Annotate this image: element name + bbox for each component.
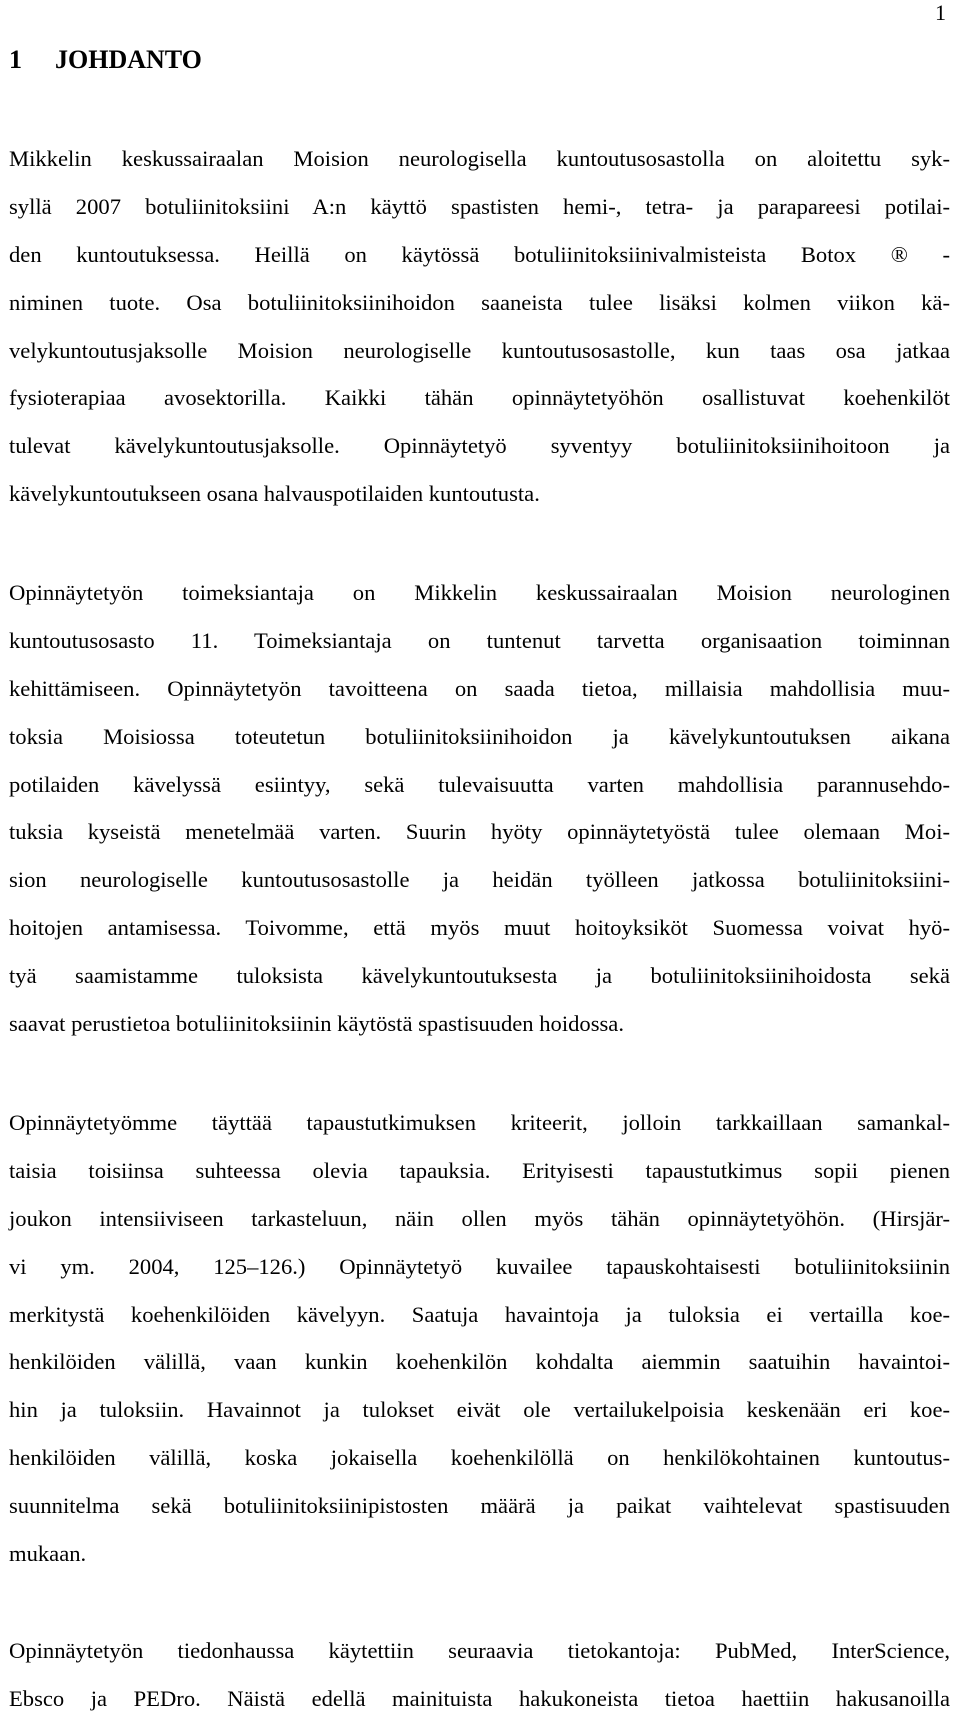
chapter-heading: [9, 47, 202, 73]
page-number: 1: [935, 0, 946, 25]
paragraph-commissioner: [9, 569, 950, 1048]
heading-title: JOHDANTO: [55, 45, 202, 74]
text-line: taisia toisiinsa suhteessa olevia tapauksia. Erityisesti tapaustutkimus sopii pienen: [9, 1157, 950, 1183]
text-line: saavat perustietoa botuliinitoksiinin käytöstä spastisuuden hoidossa.: [9, 1011, 624, 1037]
text-line: Opinnäytetyömme täyttää tapaustutkimuksen kriteerit, jolloin tarkkaillaan samankal-: [9, 1110, 950, 1135]
paragraph-case-study: [9, 1099, 950, 1578]
paragraph-introduction: [9, 135, 950, 518]
text-line: tuksia kyseistä menetelmää varten. Suurin hyöty opinnäytetyöstä tulee olemaan Moi-: [9, 819, 950, 845]
text-line: kuntoutusosasto 11. Toimeksiantaja on tuntenut tarvetta organisaation toiminnan: [9, 627, 950, 653]
paragraph-information-search: [9, 1627, 950, 1723]
text-line: toksia Moisiossa toteutetun botuliinitoksiinihoidon ja kävelykuntoutuksen aikana: [9, 723, 950, 749]
text-line: syllä 2007 botuliinitoksiini A:n käyttö spastisten hemi-, tetra- ja parapareesi potilai-: [9, 193, 950, 219]
text-line: hoitojen antamisessa. Toivomme, että myös muut hoitoyksiköt Suomessa voivat hyö-: [9, 915, 950, 941]
text-line: den kuntoutuksessa. Heillä on käytössä botuliinitoksiinivalmisteista Botox ® -: [9, 241, 950, 267]
text-line: suunnitelma sekä botuliinitoksiinipistosten määrä ja paikat vaihtelevat spastisuuden: [9, 1493, 950, 1519]
text-line: niminen tuote. Osa botuliinitoksiinihoidon saaneista tulee lisäksi kolmen viikon kä-: [9, 289, 950, 315]
text-line: Ebsco ja PEDro. Näistä edellä mainituista hakukoneista tietoa haettiin hakusanoilla: [9, 1685, 950, 1711]
text-line: kehittämiseen. Opinnäytetyön tavoitteena on saada tietoa, millaisia mahdollisia muu-: [9, 675, 950, 701]
text-line: joukon intensiiviseen tarkasteluun, näin ollen myös tähän opinnäytetyöhön. (Hirsjär-: [9, 1205, 950, 1231]
heading-number: 1: [9, 45, 22, 74]
text-line: Opinnäytetyön toimeksiantaja on Mikkelin keskussairaalan Moision neurologinen: [9, 580, 950, 605]
text-line: Opinnäytetyön tiedonhaussa käytettiin seuraavia tietokantoja: PubMed, InterScience,: [9, 1638, 950, 1663]
text-line: fysioterapiaa avosektorilla. Kaikki tähän opinnäytetyöhön osallistuvat koehenkilöt: [9, 385, 950, 411]
text-line: henkilöiden välillä, vaan kunkin koehenkilön kohdalta aiemmin saatuihin havaintoi-: [9, 1349, 950, 1375]
text-line: Mikkelin keskussairaalan Moision neurologisella kuntoutusosastolla on aloitettu syk-: [9, 146, 950, 171]
text-line: hin ja tuloksiin. Havainnot ja tulokset eivät ole vertailukelpoisia keskenään eri koe-: [9, 1397, 950, 1423]
text-line: merkitystä koehenkilöiden kävelyyn. Saatuja havaintoja ja tuloksia ei vertailla koe-: [9, 1301, 950, 1327]
text-line: kävelykuntoutukseen osana halvauspotilaiden kuntoutusta.: [9, 481, 540, 507]
text-line: sion neurologiselle kuntoutusosastolle ja heidän työlleen jatkossa botuliinitoksiini-: [9, 867, 950, 893]
text-line: vi ym. 2004, 125–126.) Opinnäytetyö kuvailee tapauskohtaisesti botuliinitoksiinin: [9, 1253, 950, 1279]
text-line: velykuntoutusjaksolle Moision neurologiselle kuntoutusosastolle, kun taas osa jatkaa: [9, 337, 950, 363]
text-line: potilaiden kävelyssä esiintyy, sekä tulevaisuutta varten mahdollisia parannusehdo-: [9, 771, 950, 797]
text-line: mukaan.: [9, 1541, 87, 1567]
text-line: tulevat kävelykuntoutusjaksolle. Opinnäytetyö syventyy botuliinitoksiinihoitoon ja: [9, 433, 950, 459]
text-line: tyä saamistamme tuloksista kävelykuntoutuksesta ja botuliinitoksiinihoidosta sekä: [9, 963, 950, 989]
text-line: henkilöiden välillä, koska jokaisella koehenkilöllä on henkilökohtainen kuntoutus-: [9, 1445, 950, 1471]
